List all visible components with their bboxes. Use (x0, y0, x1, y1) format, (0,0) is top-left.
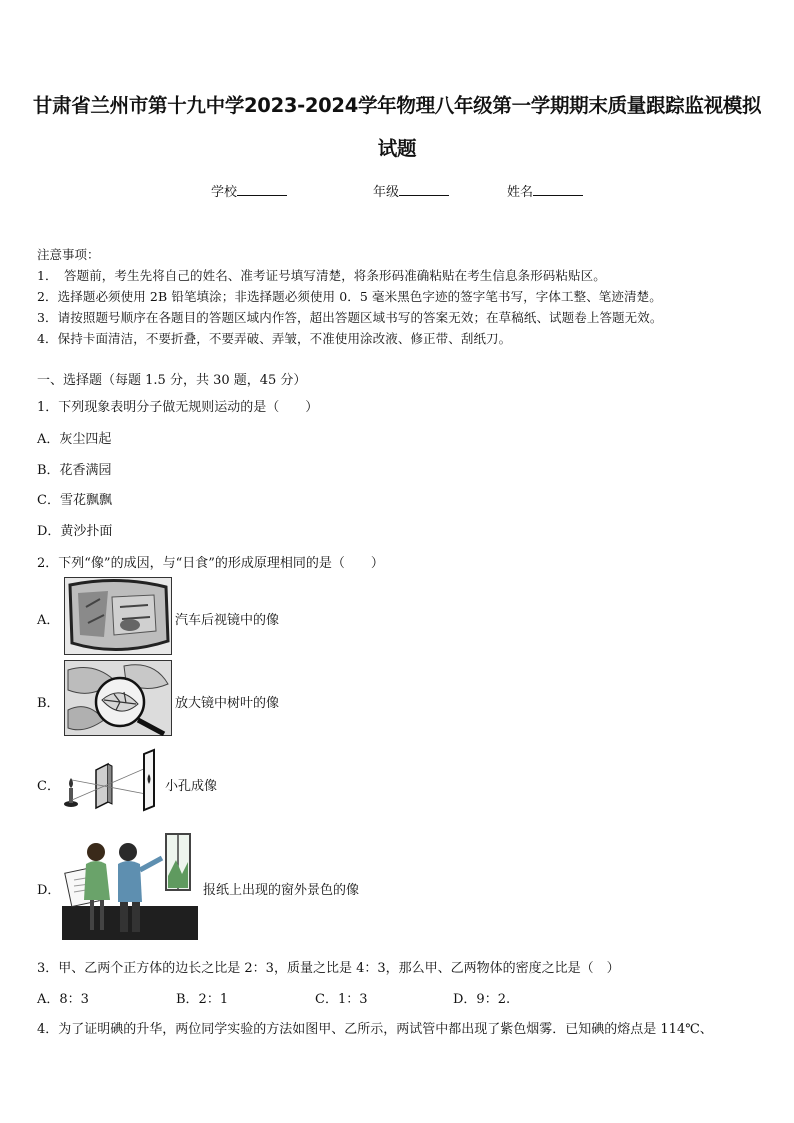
note-item-3: 3．请按照题号顺序在各题目的答题区域内作答，超出答题区域书写的答案无效；在草稿纸、试题卷上答题无效。 (37, 310, 663, 325)
q2-option-c-text: 小孔成像 (165, 779, 218, 794)
grade-blank (399, 183, 449, 196)
q1-option-b: B．花香满园 (37, 463, 112, 478)
name-field (507, 181, 583, 200)
school-field (211, 181, 287, 200)
magnifier-leaf-image (64, 660, 172, 736)
rearview-mirror-image (64, 577, 172, 655)
q1-option-d: D．黄沙扑面 (37, 524, 113, 539)
grade-field (373, 181, 449, 200)
section-heading: 一、选择题（每题 1.5 分，共 30 题，45 分） (37, 373, 307, 388)
q2-option-d-text: 报纸上出现的窗外景色的像 (203, 883, 360, 898)
note-item-4: 4．保持卡面清洁，不要折叠，不要弄破、弄皱，不准使用涂改液、修正带、刮纸刀。 (37, 331, 512, 346)
q2-stem: 2．下列“像”的成因，与“日食”的形成原理相同的是（ ） (37, 556, 384, 571)
q3-option-d: D．9：2. (453, 992, 511, 1007)
q2-option-c-letter: C． (37, 779, 60, 794)
newspaper-window-scene-image (62, 830, 198, 940)
q3-option-c: C．1：3 (315, 992, 368, 1007)
note-item-1: 1． 答题前，考生先将自己的姓名、准考证号填写清楚，将条形码准确粘贴在考生信息条形码粘贴区。 (37, 268, 606, 283)
note-item-2: 2．选择题必须使用 2B 铅笔填涂；非选择题必须使用 0．5 毫米黑色字迹的签字笔书写，字体工整、笔迹清楚。 (37, 289, 662, 304)
q3-option-b: B．2：1 (176, 992, 229, 1007)
name-label: 姓名 (507, 185, 534, 200)
q2-option-a-text: 汽车后视镜中的像 (175, 613, 280, 628)
school-blank (237, 183, 287, 196)
notes-heading: 注意事项： (37, 247, 100, 262)
exam-title (30, 84, 764, 170)
q2-option-a-letter: A． (37, 613, 60, 628)
q4-stem: 4．为了证明碘的升华，两位同学实验的方法如图甲、乙所示，两试管中都出现了紫色烟雾．已知碘的熔点是 114℃、 (37, 1022, 713, 1037)
title-line-2: 试题 (377, 137, 417, 160)
q3-stem: 3．甲、乙两个正方体的边长之比是 2：3，质量之比是 4：3，那么甲、乙两物体的密度之比是（ ） (37, 961, 620, 976)
school-label: 学校 (211, 185, 238, 200)
name-blank (533, 183, 583, 196)
q3-option-a: A．8：3 (37, 992, 89, 1007)
q2-option-b-letter: B． (37, 696, 60, 711)
pinhole-camera-diagram (60, 748, 164, 812)
q2-option-b-text: 放大镜中树叶的像 (175, 696, 280, 711)
q2-option-d-letter: D． (37, 883, 61, 898)
q1-option-a: A．灰尘四起 (37, 432, 112, 447)
grade-label: 年级 (373, 185, 400, 200)
q1-stem: 1．下列现象表明分子做无规则运动的是（ ） (37, 400, 319, 415)
q1-option-c: C．雪花飘飘 (37, 493, 112, 508)
title-line-1: 甘肃省兰州市第十九中学2023-2024学年物理八年级第一学期期末质量跟踪监视模拟 (32, 94, 762, 117)
